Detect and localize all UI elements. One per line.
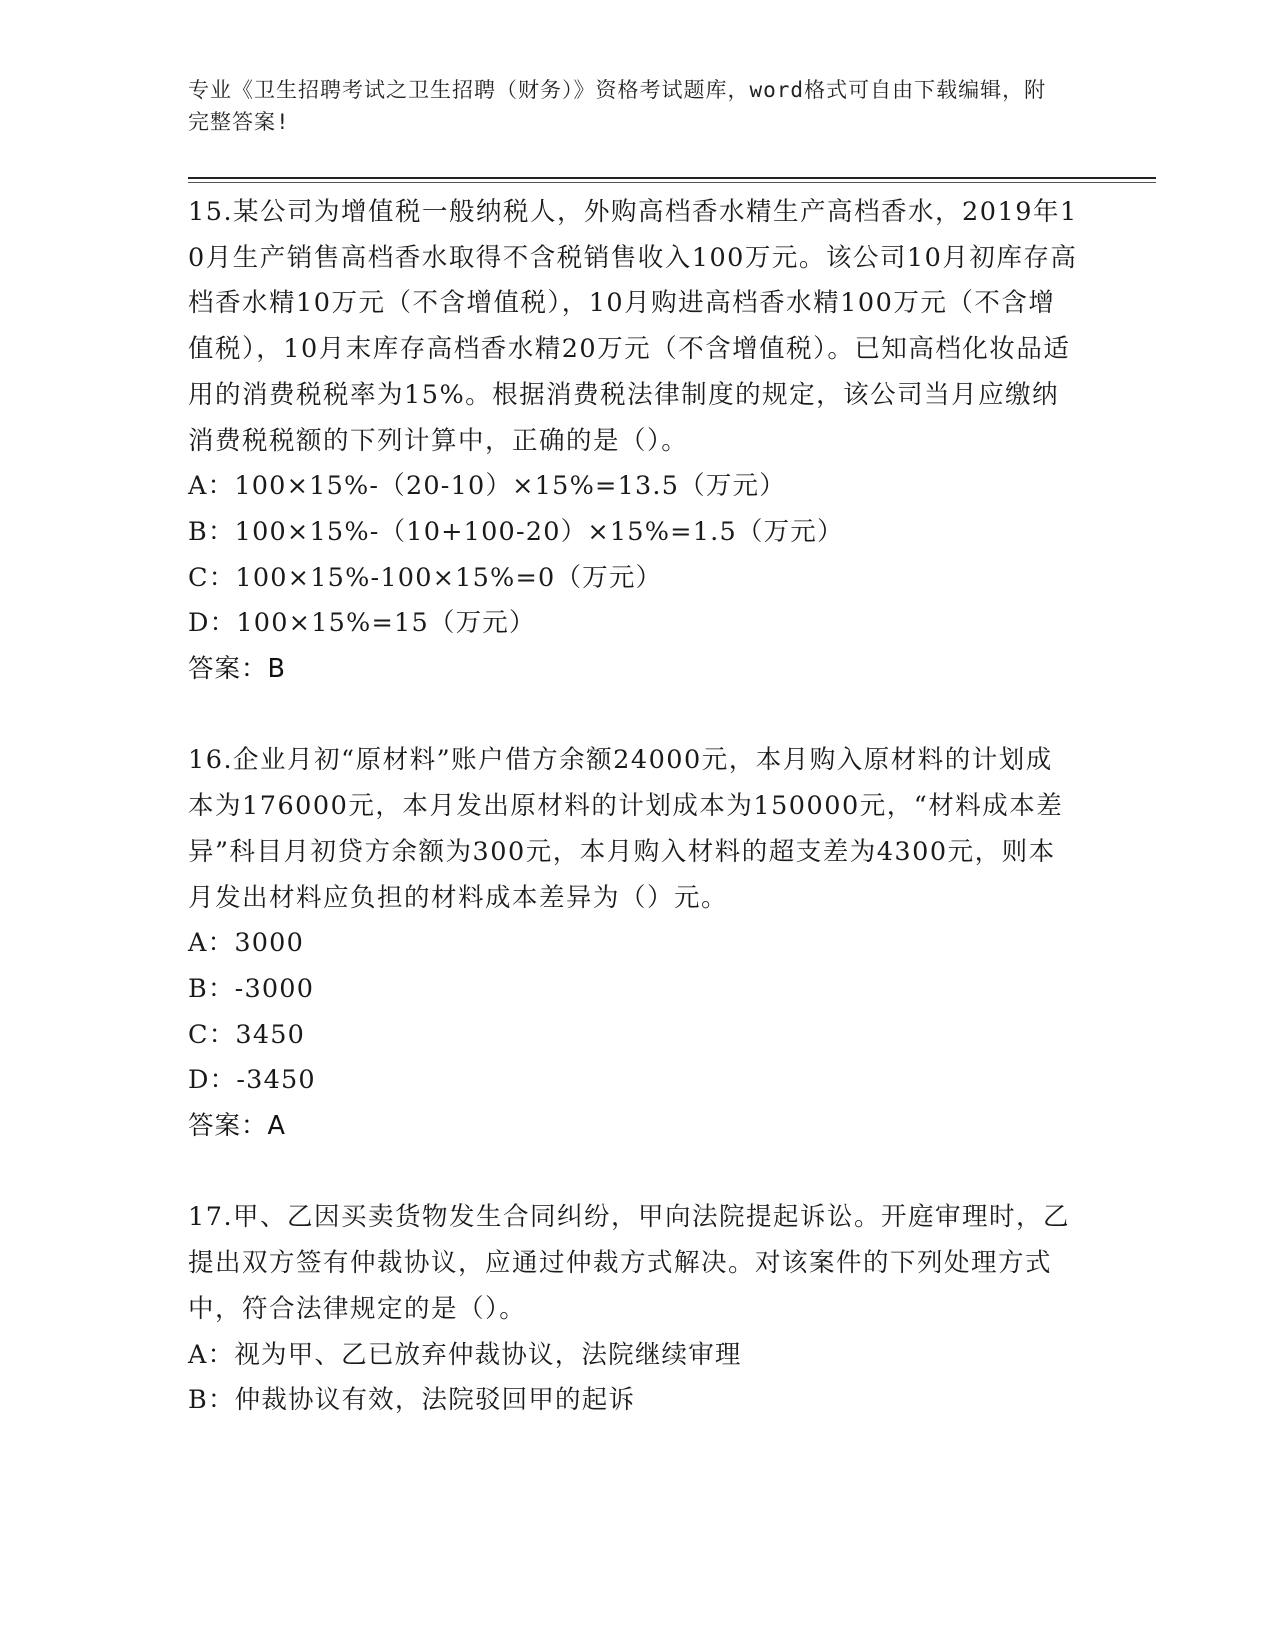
page-header: 专业《卫生招聘考试之卫生招聘（财务）》资格考试题库，word格式可自由下载编辑，附完整答案! — [188, 78, 1047, 134]
option-c: C：3450 — [188, 1019, 306, 1050]
option-a: A：视为甲、乙已放弃仲裁协议，法院继续审理 — [188, 1339, 742, 1370]
option-a: A：100×15%-（20-10）×15%=13.5（万元） — [188, 471, 786, 502]
question-15 — [188, 190, 1078, 693]
option-a: A：3000 — [188, 928, 305, 959]
question-spacer — [188, 693, 1078, 739]
question-text: 15.某公司为增值税一般纳税人，外购高档香水精生产高档香水，2019年10月生产销售高档香水取得不含税销售收入100万元。该公司10月初库存高档香水精10万元（不含增值税），10月购进高档香水精100万元（不含增值税），10月末库存高档香水精20万元（不含增值税）。已知高档化妆品适用的消费税税率为15%。根据消费税法律制度的规定，该公司当月应缴纳消费税税额的下列计算中，正确的是（）。 — [188, 197, 1078, 456]
option-d: D：-3450 — [188, 1065, 316, 1096]
option-d: D：100×15%=15（万元） — [188, 608, 536, 639]
answer-line: 答案：B — [188, 654, 286, 685]
question-list — [188, 190, 1078, 1424]
option-b: B：仲裁协议有效，法院驳回甲的起诉 — [188, 1385, 636, 1416]
question-16 — [188, 738, 1078, 1149]
question-spacer — [188, 1150, 1078, 1196]
question-text: 16.企业月初“原材料”账户借方余额24000元，本月购入原材料的计划成本为176000元，本月发出原材料的计划成本为150000元，“材料成本差异”科目月初贷方余额为300元，本月购入材料的超支差为4300元，则本月发出材料应负担的材料成本差异为（）元。 — [188, 745, 1064, 913]
question-text: 17.甲、乙因买卖货物发生合同纠纷，甲向法院提起诉讼。开庭审理时，乙提出双方签有仲裁协议，应通过仲裁方式解决。对该案件的下列处理方式中，符合法律规定的是（）。 — [188, 1202, 1071, 1324]
option-b: B：100×15%-（10+100-20）×15%=1.5（万元） — [188, 516, 844, 547]
answer-line: 答案：A — [188, 1111, 286, 1142]
option-b: B：-3000 — [188, 973, 315, 1004]
option-c: C：100×15%-100×15%=0（万元） — [188, 562, 663, 593]
header-divider-thick — [188, 177, 1156, 179]
header-divider-thin — [188, 182, 1156, 183]
question-17 — [188, 1195, 1078, 1424]
